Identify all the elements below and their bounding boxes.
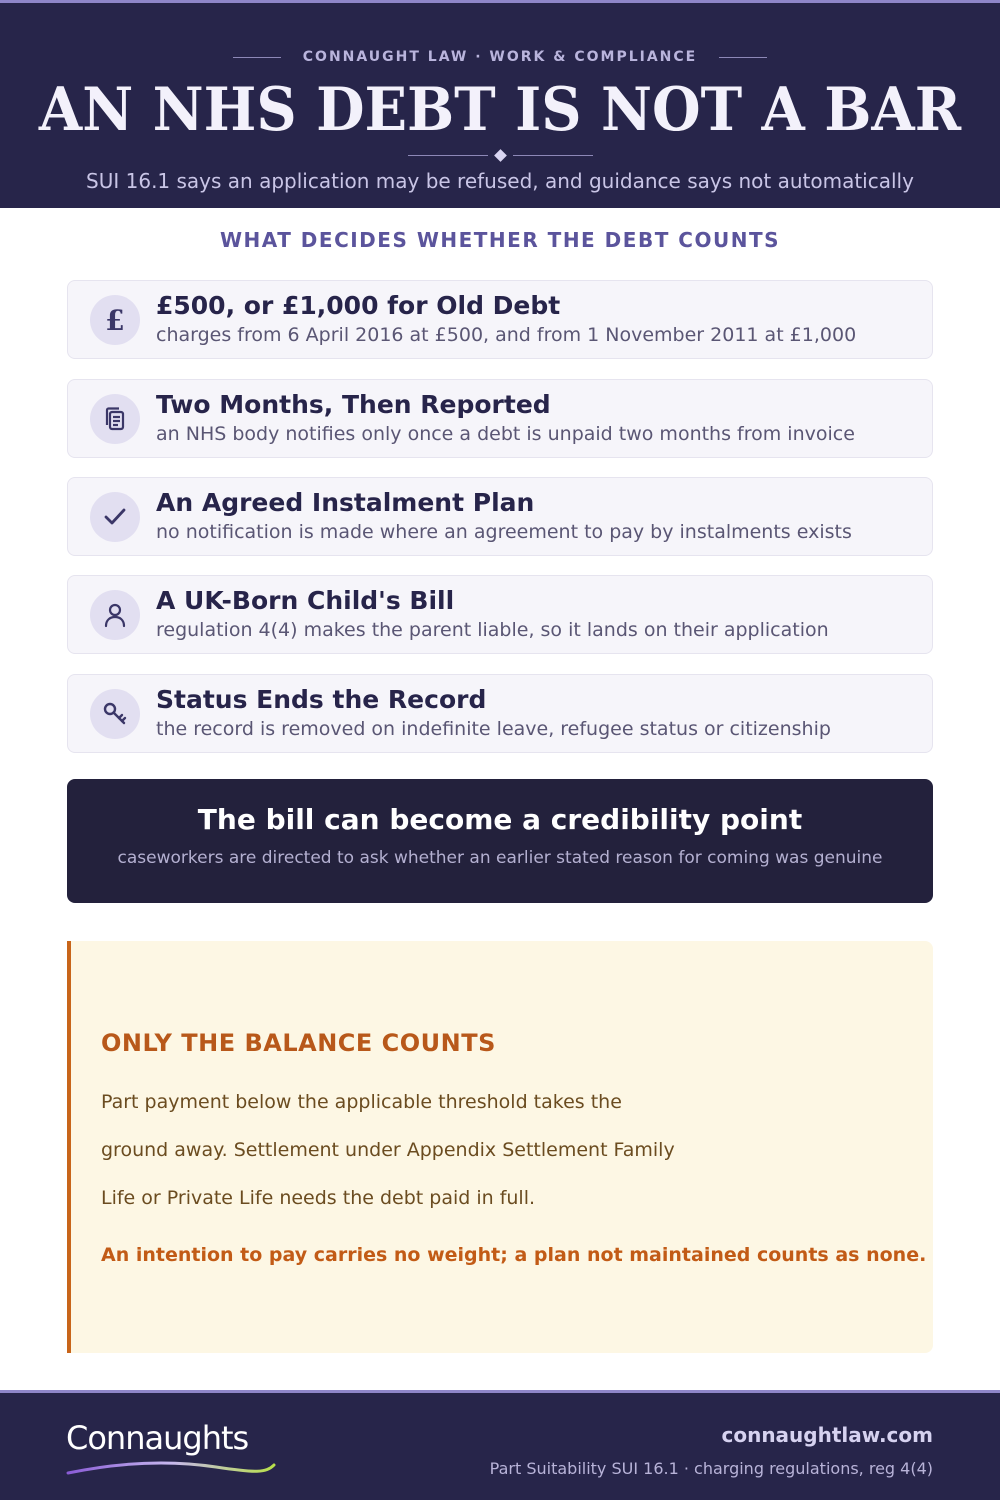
diamond-ornament-icon [494, 149, 507, 162]
footer-url-link[interactable]: connaughtlaw.com [721, 1423, 933, 1447]
note-line: ground away. Settlement under Appendix Settlement Family [101, 1139, 675, 1161]
logo-swoosh-icon [66, 1459, 276, 1477]
footer [0, 1390, 1000, 1500]
note-line: Part payment below the applicable threshold takes the [101, 1091, 622, 1113]
kicker-rule-left [233, 57, 281, 58]
card-title: An Agreed Instalment Plan [156, 488, 535, 517]
card-child-bill [67, 575, 933, 654]
brand-logo[interactable] [66, 1419, 281, 1479]
check-icon [90, 492, 140, 542]
note-heading: ONLY THE BALANCE COUNTS [101, 1029, 496, 1057]
card-instalment-plan [67, 477, 933, 556]
card-title: A UK-Born Child's Bill [156, 586, 455, 615]
logo-wordmark: Connaughts [66, 1419, 249, 1457]
card-title: Two Months, Then Reported [156, 390, 551, 419]
section-heading: WHAT DECIDES WHETHER THE DEBT COUNTS [219, 228, 781, 252]
footer-reference: Part Suitability SUI 16.1 · charging regulations, reg 4(4) [489, 1459, 933, 1478]
kicker-row [0, 49, 1000, 65]
kicker-text: CONNAUGHT LAW · WORK & COMPLIANCE [302, 49, 698, 65]
card-title: Status Ends the Record [156, 685, 487, 714]
card-threshold [67, 280, 933, 359]
callout-title: The bill can become a credibility point [197, 803, 803, 836]
card-description: the record is removed on indefinite leave, refugee status or citizenship [156, 718, 831, 740]
card-two-months [67, 379, 933, 458]
card-status-ends [67, 674, 933, 753]
balance-note [67, 941, 933, 1353]
kicker-rule-right [719, 57, 767, 58]
key-icon [90, 689, 140, 739]
callout-description: caseworkers are directed to ask whether an earlier stated reason for coming was genuine [117, 848, 883, 868]
page-subtitle: SUI 16.1 says an application may be refused, and guidance says not automatically [86, 169, 914, 193]
page-title: AN NHS DEBT IS NOT A BAR [38, 75, 962, 145]
person-icon [90, 590, 140, 640]
card-title: £500, or £1,000 for Old Debt [156, 291, 561, 320]
credibility-callout [67, 779, 933, 903]
note-emphasis: An intention to pay carries no weight; a plan not maintained counts as none. [101, 1244, 927, 1266]
card-description: regulation 4(4) makes the parent liable, so it lands on their application [156, 619, 829, 641]
title-divider [0, 151, 1000, 160]
card-description: no notification is made where an agreement to pay by instalments exists [156, 521, 852, 543]
card-description: charges from 6 April 2016 at £500, and from 1 November 2011 at £1,000 [156, 324, 857, 346]
note-line: Life or Private Life needs the debt paid in full. [101, 1187, 536, 1209]
card-description: an NHS body notifies only once a debt is unpaid two months from invoice [156, 423, 855, 445]
document-icon [90, 394, 140, 444]
header-banner [0, 0, 1000, 208]
pound-icon: £ [90, 295, 140, 345]
